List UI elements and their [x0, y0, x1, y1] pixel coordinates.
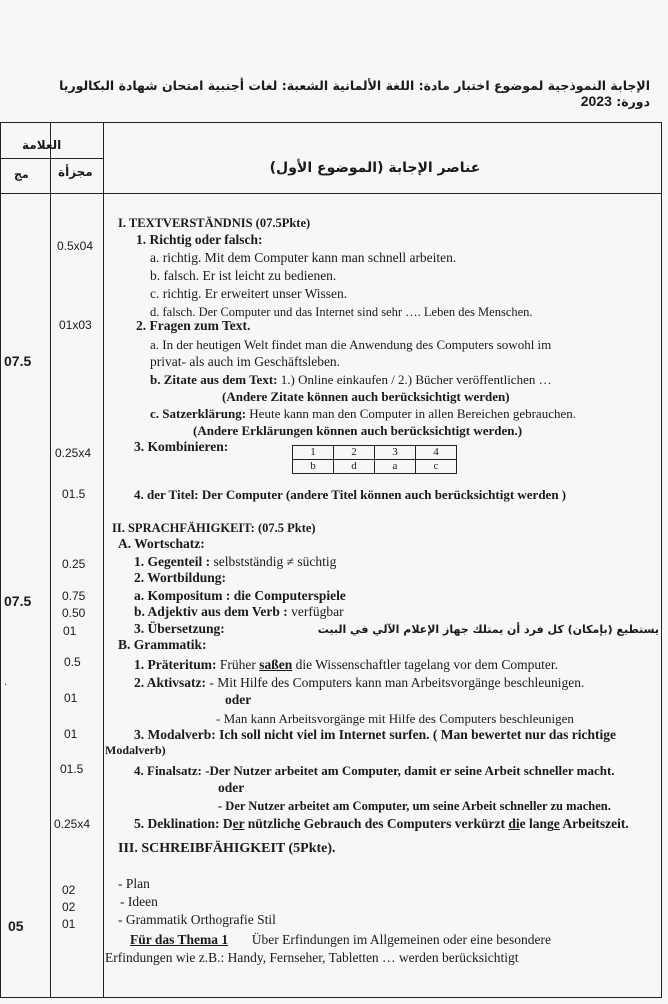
thema-cont: Erfindungen wie z.B.: Handy, Fernseher, Tabletten … werden berücksichtigt — [105, 950, 519, 965]
praeteritum-verb: saßen — [259, 657, 293, 672]
kompositum-line — [134, 588, 346, 604]
finalsatz-oder: oder — [218, 780, 245, 795]
modalverb-line — [134, 727, 616, 743]
q4-line — [134, 487, 566, 503]
grade-subheader-line — [0, 158, 104, 159]
q1-item-c: c. richtig. Er erweitert unser Wissen. — [150, 286, 348, 301]
q1-item-d: d. falsch. Der Computer und das Internet sind sehr …. Leben des Menschen. — [150, 305, 533, 319]
modalverb-text: Ich soll nicht viel im Internet surfen. ( Man bewertet nur das richtige — [219, 727, 616, 742]
header-bottom-line — [0, 193, 662, 194]
uebersetzung-arabic: يستطيع (بإمكان) كل فرد أن يمتلك جهاز الإعلام الآلي في البيت — [317, 623, 659, 636]
finalsatz-label: 4. Finalsatz: — [134, 763, 206, 778]
partial-mark: 0.5x04 — [57, 239, 94, 253]
answer-elements-title: عناصر الإجابة (الموضوع الأول) — [269, 160, 481, 176]
praeteritum-label: 1. Präteritum: — [134, 657, 220, 672]
dekl-part: lang — [525, 816, 554, 831]
kombination-number: 2 — [334, 446, 375, 460]
q2a-line-2: privat- als auch im Geschäftsleben. — [150, 354, 341, 369]
thema-text: Über Erfindungen im Allgemeinen oder eine besondere — [251, 932, 551, 947]
kombination-table — [292, 445, 457, 474]
q2b-note: (Andere Zitate können auch berücksichtigt werden) — [222, 389, 510, 404]
kombination-number: 1 — [293, 446, 334, 460]
q3-title: 3. Kombinieren: — [134, 439, 229, 454]
q1-item-b: b. falsch. Er ist leicht zu bedienen. — [150, 268, 337, 283]
partial-mark: 01.5 — [62, 487, 86, 501]
header-year: 2023 — [580, 93, 612, 109]
aktivsatz-line — [134, 675, 584, 691]
kombination-number: 3 — [375, 446, 416, 460]
q2c-line — [150, 406, 576, 422]
grammatik-title: B. Grammatik: — [118, 637, 207, 652]
praeteritum-after: die Wissenschaftler tagelang vor dem Computer. — [292, 657, 558, 672]
modalverb-cont: Modalverb) — [105, 743, 166, 757]
section-1-title: I. TEXTVERSTÄNDNIS (07.5Pkte) — [118, 216, 311, 230]
q2b-label: b. Zitate aus dem Text: — [150, 372, 281, 387]
dekl-part: D — [222, 816, 233, 831]
partial-mark: 01.5 — [60, 762, 84, 776]
finalsatz-line — [134, 763, 615, 779]
q2c-text: Heute kann man den Computer in allen Bereichen gebrauchen. — [249, 406, 576, 421]
gegenteil-text: selbstständig ≠ süchtig — [213, 554, 337, 569]
finalsatz-alt: - Der Nutzer arbeitet am Computer, um seine Arbeit schneller zu machen. — [218, 799, 611, 813]
praeteritum-line — [134, 657, 558, 673]
dekl-part: nützlich — [244, 816, 295, 831]
partial-mark: 0.50 — [62, 606, 86, 620]
kombination-number: 4 — [416, 446, 457, 460]
q2c-label: c. Satzerklärung: — [150, 406, 250, 421]
adjektiv-line — [134, 604, 344, 620]
partial-mark: 0.25x4 — [54, 817, 91, 831]
wortschatz-title: A. Wortschatz: — [118, 536, 205, 551]
q1-item-a: a. richtig. Mit dem Computer kann man schnell arbeiten. — [150, 250, 457, 265]
section-2-title: II. SPRACHFÄHIGKEIT: (07.5 Pkte) — [112, 521, 316, 535]
partial-mark: 01 — [63, 624, 77, 638]
partial-mark: 0.5 — [64, 655, 81, 669]
partial-mark: 01x03 — [59, 318, 92, 332]
partial-mark: 0.25 — [62, 557, 86, 571]
q2c-note: (Andere Erklärungen können auch berücksichtigt werden.) — [193, 423, 523, 438]
praeteritum-before: Früher — [219, 657, 260, 672]
partial-mark: 01 — [62, 917, 76, 931]
kombination-letter: c — [416, 460, 457, 474]
dekl-ending: e — [553, 816, 560, 831]
dekl-ending: di — [508, 816, 520, 831]
total-section-3: 05 — [8, 918, 24, 934]
criteria-item: - Ideen — [120, 894, 158, 909]
dekl-ending: e — [294, 816, 301, 831]
q4-text: Der Computer (andere Titel können auch berücksichtigt werden ) — [201, 487, 567, 502]
column-divider-total — [50, 122, 51, 998]
gegenteil-line — [134, 554, 336, 570]
partial-mark: 02 — [62, 883, 76, 897]
finalsatz-text: -Der Nutzer arbeitet am Computer, damit er seine Arbeit schneller macht. — [205, 763, 615, 778]
thema-line — [130, 932, 551, 948]
dekl-ending: er — [232, 816, 245, 831]
adjektiv-label: b. Adjektiv aus dem Verb : — [134, 604, 292, 619]
dekl-part: Gebrauch des Computers verkürzt — [300, 816, 509, 831]
kompositum-label: a. Kompositum : — [134, 588, 234, 603]
aktivsatz-text: - Mit Hilfe des Computers kann man Arbeitsvorgänge beschleunigen. — [209, 675, 585, 690]
partial-mark: 0.25x4 — [55, 446, 92, 460]
grade-label: العلامة — [22, 138, 62, 152]
total-label: مج — [14, 168, 29, 181]
partial-mark: 02 — [62, 900, 76, 914]
partial-mark: 01 — [64, 691, 78, 705]
q2b-line — [150, 372, 552, 388]
q2a-line-1: a. In der heutigen Welt findet man die Anwendung des Computers sowohl im — [150, 337, 552, 352]
kombination-letter: b — [293, 460, 334, 474]
q2b-text: 1.) Online einkaufen / 2.) Bücher veröffentlichen … — [280, 372, 552, 387]
uebersetzung-line — [134, 621, 225, 637]
aktivsatz-oder: oder — [225, 692, 252, 707]
partial-label: مجزأة — [58, 165, 93, 179]
criteria-item: - Plan — [118, 876, 150, 891]
total-section-2: 07.5 — [4, 593, 32, 609]
uebersetzung-label: 3. Übersetzung: — [134, 621, 225, 636]
aktivsatz-label: 2. Aktivsatz: — [134, 675, 210, 690]
deklination-label: 5. Deklination: — [134, 816, 223, 831]
partial-mark: 0.75 — [62, 589, 86, 603]
kompositum-text: die Computerspiele — [233, 588, 346, 603]
dekl-part: Arbeitszeit. — [559, 816, 629, 831]
q4-label: 4. der Titel: — [134, 487, 202, 502]
header-text: الإجابة النموذجية لموضوع اختبار مادة: اللغة الألمانية الشعبة: لغات أجنبية امتحان شهادة البكالوريا دورة: — [59, 78, 650, 109]
kombination-numbers-row — [293, 446, 457, 460]
thema-label: Für das Thema 1 — [130, 932, 229, 947]
q2-title: 2. Fragen zum Text. — [136, 318, 251, 333]
document-header — [40, 78, 650, 109]
deklination-line — [134, 816, 629, 832]
q1-title: 1. Richtig oder falsch: — [136, 232, 263, 247]
adjektiv-text: verfügbar — [291, 604, 344, 619]
kombination-letter: d — [334, 460, 375, 474]
kombination-letter: a — [375, 460, 416, 474]
gegenteil-label: 1. Gegenteil : — [134, 554, 214, 569]
total-section-1: 07.5 — [4, 353, 32, 369]
partial-mark: 01 — [64, 727, 78, 741]
section-3-title: III. SCHREIBFÄHIGKEIT (5Pkte). — [118, 841, 336, 856]
kombination-letters-row — [293, 460, 457, 474]
wortbildung-title: 2. Wortbildung: — [134, 570, 227, 585]
modalverb-label: 3. Modalverb: — [134, 727, 220, 742]
column-divider-partial — [103, 122, 104, 998]
aktivsatz-alt: - Man kann Arbeitsvorgänge mit Hilfe des Computers beschleunigen — [216, 711, 574, 726]
criteria-item: - Grammatik Orthografie Stil — [118, 912, 276, 927]
margin-dot: · — [4, 680, 8, 691]
dekl-part: e — [519, 816, 526, 831]
